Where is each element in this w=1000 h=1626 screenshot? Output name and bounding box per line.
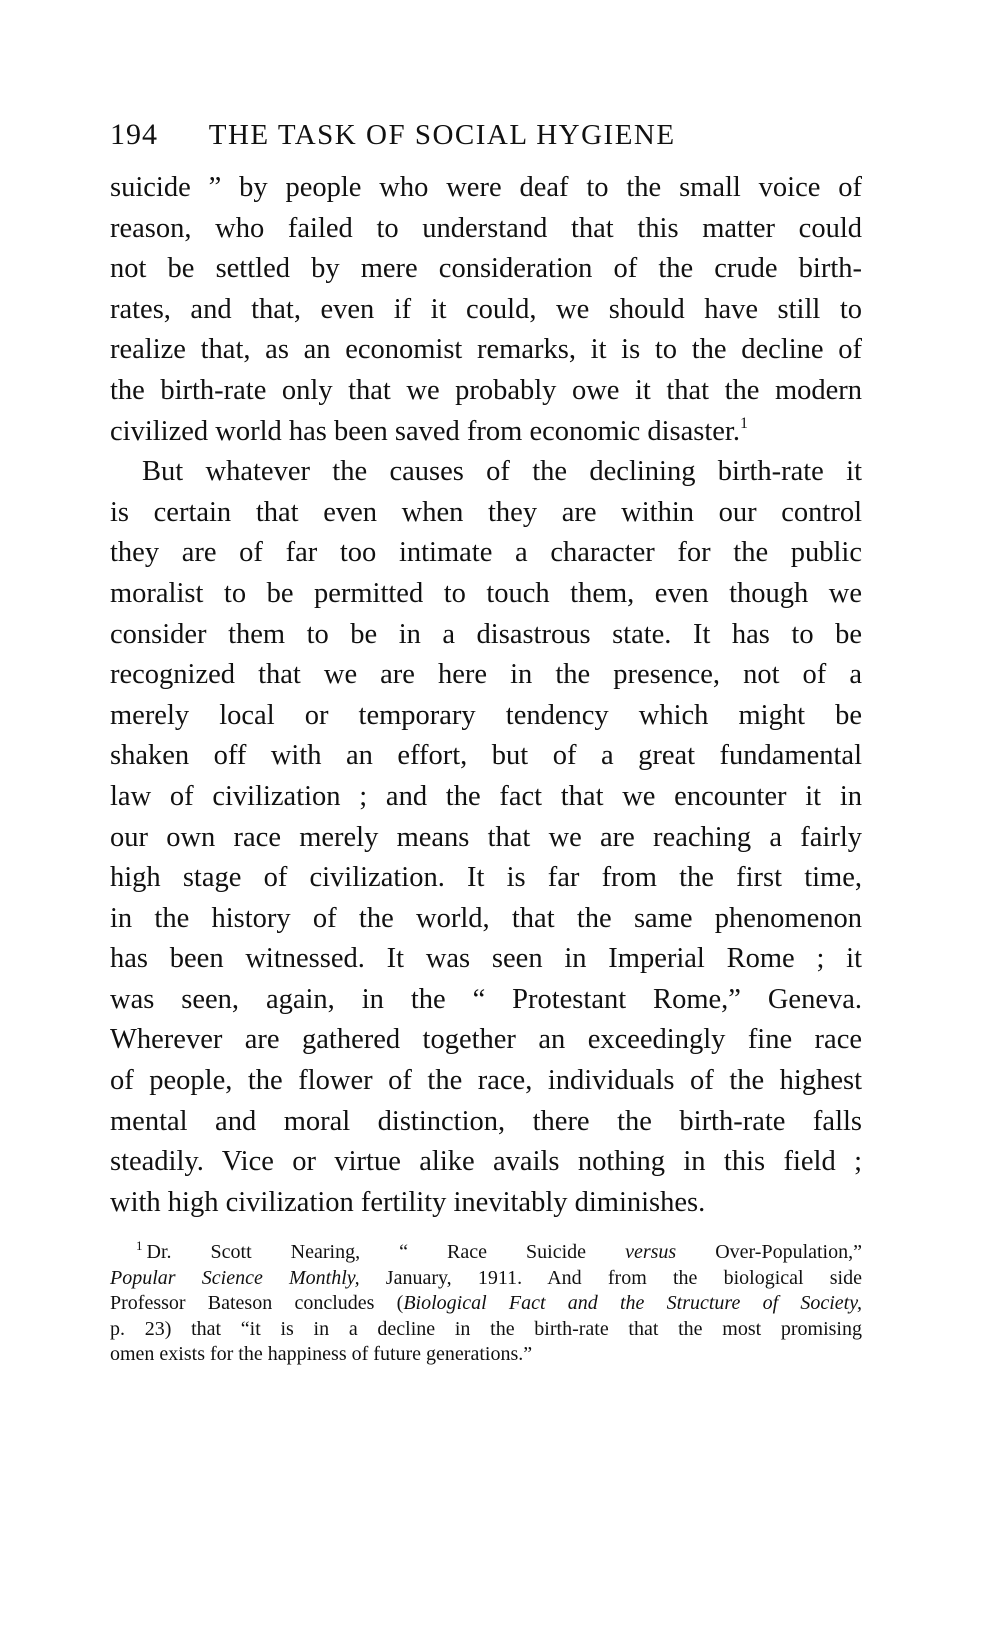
text-line: has been witnessed. It was seen in Imperial Rome ; it	[110, 943, 862, 975]
footnote-text: Dr. Scott Nearing, “ Race Suicide	[146, 1241, 626, 1263]
text-line: not be settled by mere consideration of the crude birth-	[110, 253, 862, 285]
text-line: recognized that we are here in the presence, not of a	[110, 659, 862, 691]
paragraph-first-line: But whatever the causes of the declining birth-rate it	[142, 456, 862, 488]
text-line: merely local or temporary tendency which might be	[110, 699, 862, 731]
text-line: reason, who failed to understand that this matter could	[110, 212, 862, 244]
text-line: they are of far too intimate a character for the public	[110, 537, 862, 569]
footnote-line: omen exists for the happiness of future generations.”	[110, 1343, 533, 1365]
text-line: with high civilization fertility inevitably diminishes.	[110, 1186, 706, 1218]
page-number: 194	[110, 118, 158, 151]
footnote-text: Professor Bateson concludes (	[110, 1292, 404, 1314]
text-line: Wherever are gathered together an exceedingly fine race	[110, 1024, 862, 1056]
footnote-text: Over-Population,”	[676, 1241, 862, 1263]
footnote-line	[110, 1291, 862, 1317]
text-line: shaken off with an effort, but of a great fundamental	[110, 740, 862, 772]
text-line: rates, and that, even if it could, we should have still to	[110, 293, 862, 325]
text-line-with-footnote	[110, 412, 862, 453]
text-line: high stage of civilization. It is far from the first time,	[110, 862, 862, 894]
footnote	[110, 1240, 862, 1368]
text-line: suicide ” by people who were deaf to the small voice of	[110, 172, 862, 203]
text-line: our own race merely means that we are reaching a fairly	[110, 821, 862, 853]
footnote-text-italic: Biological Fact and the Structure of Society,	[403, 1292, 862, 1314]
text-line: moralist to be permitted to touch them, even though we	[110, 577, 862, 609]
text-line: civilized world has been saved from economic disaster.	[110, 415, 740, 447]
footnote-line	[110, 1240, 862, 1266]
text-line: realize that, as an economist remarks, it is to the decline of	[110, 334, 862, 366]
text-line: is certain that even when they are within our control	[110, 496, 862, 528]
body-text	[110, 168, 862, 1223]
footnote-text-italic: Popular Science Monthly,	[110, 1266, 360, 1289]
footnote-text-italic: versus	[625, 1241, 677, 1263]
text-line: was seen, again, in the “ Protestant Rome,” Geneva.	[110, 983, 862, 1015]
footnote-reference: 1	[739, 414, 748, 432]
footnote-marker: 1	[136, 1238, 143, 1253]
text-line: steadily. Vice or virtue alike avails nothing in this field ;	[110, 1146, 862, 1178]
text-line: mental and moral distinction, there the birth-rate falls	[110, 1105, 862, 1137]
text-line: consider them to be in a disastrous state. It has to be	[110, 618, 862, 650]
footnote-text: January, 1911. And from the biological side	[359, 1266, 862, 1289]
running-head	[110, 112, 890, 156]
text-line: the birth-rate only that we probably owe it that the modern	[110, 374, 862, 406]
running-title: THE TASK OF SOCIAL HYGIENE	[208, 119, 676, 151]
footnote-line	[110, 1266, 862, 1292]
text-line: of people, the flower of the race, individuals of the highest	[110, 1065, 862, 1097]
text-line: in the history of the world, that the same phenomenon	[110, 902, 862, 934]
text-line: law of civilization ; and the fact that we encounter it in	[110, 780, 862, 812]
footnote-line: p. 23) that “it is in a decline in the birth-rate that the most promising	[110, 1317, 862, 1340]
